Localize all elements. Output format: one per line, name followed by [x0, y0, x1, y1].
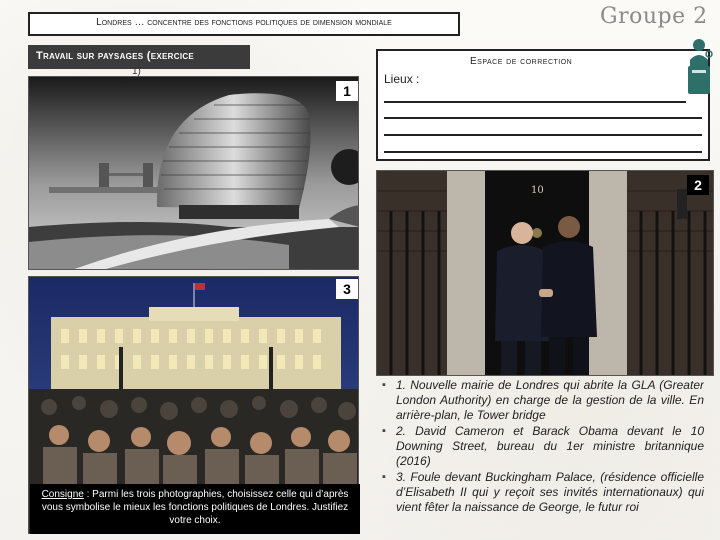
- answer-line[interactable]: [384, 117, 702, 119]
- task-label-continuation: 1): [132, 66, 141, 77]
- city-hall-image: [29, 77, 359, 270]
- person-at-desk-icon: [684, 38, 714, 96]
- photo-number-badge: 1: [336, 81, 358, 101]
- consigne-box: [30, 484, 360, 534]
- photo-captions: [380, 378, 704, 538]
- caption-item: ▪ 3. Foule devant Buckingham Palace, (résidence officielle d’Elisabeth II qui y reçoit ses invités internationaux) qui vient fêter la naissance de George, le futur roi: [380, 470, 704, 515]
- answer-line[interactable]: [384, 134, 702, 136]
- caption-item: ▪ 1. Nouvelle mairie de Londres qui abrite la GLA (Greater London Authority) en charge de la gestion de la ville. En arrière-plan, le Tower bridge: [380, 378, 704, 423]
- consigne-text: : Parmi les trois photographies, choisissez celle qui d’après vous symbolise le mieux les fonctions politiques de Londres. Justifiez votre choix.: [41, 489, 349, 526]
- task-label: Travail sur paysages (exercice: [28, 45, 250, 69]
- lieux-label: Lieux :: [384, 72, 420, 86]
- city-hall-photo: [28, 76, 359, 270]
- answer-line[interactable]: [384, 151, 702, 153]
- svg-text:10: 10: [531, 185, 544, 196]
- photo-number-badge: 2: [687, 175, 709, 195]
- page-title: Londres … concentre des fonctions politiques de dimension mondiale: [28, 12, 460, 36]
- caption-item: ▪ 2. David Cameron et Barack Obama devant le 10 Downing Street, bureau du 1er ministre britannique (2016): [380, 424, 704, 469]
- downing-street-photo: [376, 170, 714, 376]
- consigne-label: Consigne: [41, 489, 84, 500]
- photo-number-badge: 3: [336, 279, 358, 299]
- group-label: Groupe 2: [600, 4, 708, 29]
- correction-title: Espace de correction: [470, 56, 573, 67]
- answer-line[interactable]: [384, 101, 686, 103]
- downing-street-image: [377, 171, 714, 376]
